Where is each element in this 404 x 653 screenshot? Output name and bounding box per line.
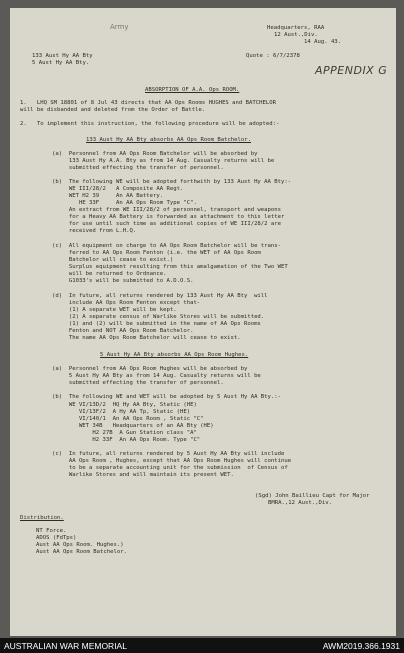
hq-date: 14 Aug. 43.	[304, 39, 342, 45]
sec2-a-line-1: (a) Personnel from AA Ops Room Hughes will be absorbed by	[52, 366, 248, 372]
para1-line-1: 1. LHQ SM 18801 of 8 Jul 43 directs that AA Ops Rooms HUGHES and BATCHELOR	[20, 100, 276, 106]
sec1-b-line-1: (b) The following WE will be adopted forthwith by 133 Aust Hy AA Bty:-	[52, 179, 292, 185]
quote-reference: Quote : 6/7/2378	[246, 53, 300, 59]
sec2-b-line-7: H2 33F An AA Ops Room. Type "C"	[52, 437, 201, 443]
sec2-c-line-1: (c) In future, all returns rendered by 5 Aust Hy AA Bty will include	[52, 451, 285, 457]
section1-heading: 133 Aust Hy AA Bty absorbs AA Ops Room Batchelor.	[86, 137, 252, 143]
hq-line-2: 12 Aust.,Div.	[274, 32, 318, 38]
sec1-b-line-2: WE III/28/2 A Composite AA Regt.	[52, 186, 184, 192]
unit-addressee-2: 5 Aust Hy AA Bty.	[32, 60, 90, 66]
sec1-b-line-7: for use until such time as additional copies of WE III/28/2 are	[52, 221, 282, 227]
sec1-d-line-7: The name AA Ops Room Batchelor will cease to exist.	[52, 335, 241, 341]
archive-footer	[0, 638, 404, 653]
section2-heading: 5 Aust Hy AA Bty absorbs AA Ops Room Hughes.	[100, 352, 249, 358]
sec1-c-line-6: G1033's will be submitted to A.D.O.S.	[52, 278, 194, 284]
sec1-a-line-3: submitted effecting the transfer of personnel.	[52, 165, 224, 171]
document-page	[10, 8, 396, 636]
signature-line-2: BMRA.,12 Aust.,Div.	[268, 500, 332, 506]
sec1-c-line-1: (c) All equipment on charge to AA Ops Room Batchelor will be trans-	[52, 243, 282, 249]
sec1-d-line-4: (2) A separate census of Warlike Stores will be submitted.	[52, 314, 265, 320]
sec2-b-line-6: H2 27B A Gun Station class "A"	[52, 430, 197, 436]
sec2-b-line-3: VI/13F/2 A Hy AA Tp, Static (HE)	[52, 409, 191, 415]
sec2-c-line-2: AA Ops Room , Hughes, except that AA Ops Room Hughes will continue	[52, 458, 292, 464]
sec1-c-line-3: Batchelor will cease to exist.)	[52, 257, 174, 263]
distribution-heading: Distribution.	[20, 515, 64, 521]
sec1-b-line-5: An extract from WE III/28/2 of personnel, transport and weapons	[52, 207, 282, 213]
sec1-d-line-2: include AA Ops Room Fenton except that-	[52, 300, 201, 306]
signature-line-1: (Sgd) John Baillieu Capt for Major	[255, 493, 370, 499]
archive-accession-number: AWM2019.366.1931	[322, 641, 400, 651]
distribution-item: Aust AA Ops Room. Hughes.)	[36, 542, 124, 548]
hq-line-1: Headquarters, RAA	[267, 25, 325, 31]
sec2-a-line-2: 5 Aust Hy AA Bty as from 14 Aug. Casualty returns will be	[52, 373, 261, 379]
sec2-a-line-3: submitted effecting the transfer of personnel.	[52, 380, 224, 386]
sec2-c-line-4: Warlike Stores and will maintain its present WET.	[52, 472, 234, 478]
unit-addressee-1: 133 Aust Hy AA Bty	[32, 53, 93, 59]
sec2-b-line-4: VI/140/1 An AA Ops Room , Static "C"	[52, 416, 204, 422]
sec1-d-line-6: Fenton and NOT AA Ops Room Batchelor.	[52, 328, 194, 334]
sec1-d-line-5: (1) and (2) will be submitted in the name of AA Ops Rooms	[52, 321, 261, 327]
document-title: ABSORPTION OF A.A. Ops ROOM.	[145, 87, 240, 93]
sec2-c-line-3: to be a separate accounting unit for the submission of Census of	[52, 465, 288, 471]
sec1-c-line-4: Surplus equipment resulting from this amalgamation of the Two WET	[52, 264, 288, 270]
sec1-a-line-2: 133 Aust Hy A.A. Bty as from 14 Aug. Casualty returns will be	[52, 158, 275, 164]
sec2-b-line-1: (b) The following WE and WET will be adopted by 5 Aust Hy AA Bty.:-	[52, 394, 282, 400]
sec1-b-line-4: HE 33F An AA Ops Room Type "C".	[52, 200, 197, 206]
pencil-annotation: Army	[110, 23, 129, 31]
sec1-d-line-1: (d) In future, all returns rendered by 133 Aust Hy AA Bty will	[52, 293, 268, 299]
appendix-stamp: APPENDIX G	[315, 64, 388, 77]
sec1-b-line-8: received from L.H.Q.	[52, 228, 137, 234]
sec1-b-line-6: for a Heavy AA Battery is forwarded as attachment to this letter	[52, 214, 285, 220]
distribution-item: NT Force.	[36, 528, 67, 534]
distribution-item: ADOS (FdTps)	[36, 535, 77, 541]
archive-name: AUSTRALIAN WAR MEMORIAL	[4, 641, 127, 651]
distribution-item: Aust AA Ops Room Batchelor.	[36, 549, 127, 555]
sec1-b-line-3: WET H2 39 An AA Battery.	[52, 193, 164, 199]
sec1-c-line-2: ferred to AA Ops Room Fenton (i.e. the WET of AA Ops Room	[52, 250, 261, 256]
sec1-d-line-3: (1) A separate WET will be kept.	[52, 307, 177, 313]
para1-line-2: will be disbanded and deleted from the Order of Battle.	[20, 107, 206, 113]
para2: 2. To implement this instruction, the following procedure will be adopted:-	[20, 121, 280, 127]
sec2-b-line-5: WET 34B Headquarters of an AA Bty (HE)	[52, 423, 214, 429]
sec1-a-line-1: (a) Personnel from AA Ops Room Batchelor will be absorbed by	[52, 151, 258, 157]
sec2-b-line-2: WE VI/13D/2 HQ Hy AA Bty, Static (HE)	[52, 402, 197, 408]
sec1-c-line-5: will be returned to Ordnance.	[52, 271, 167, 277]
